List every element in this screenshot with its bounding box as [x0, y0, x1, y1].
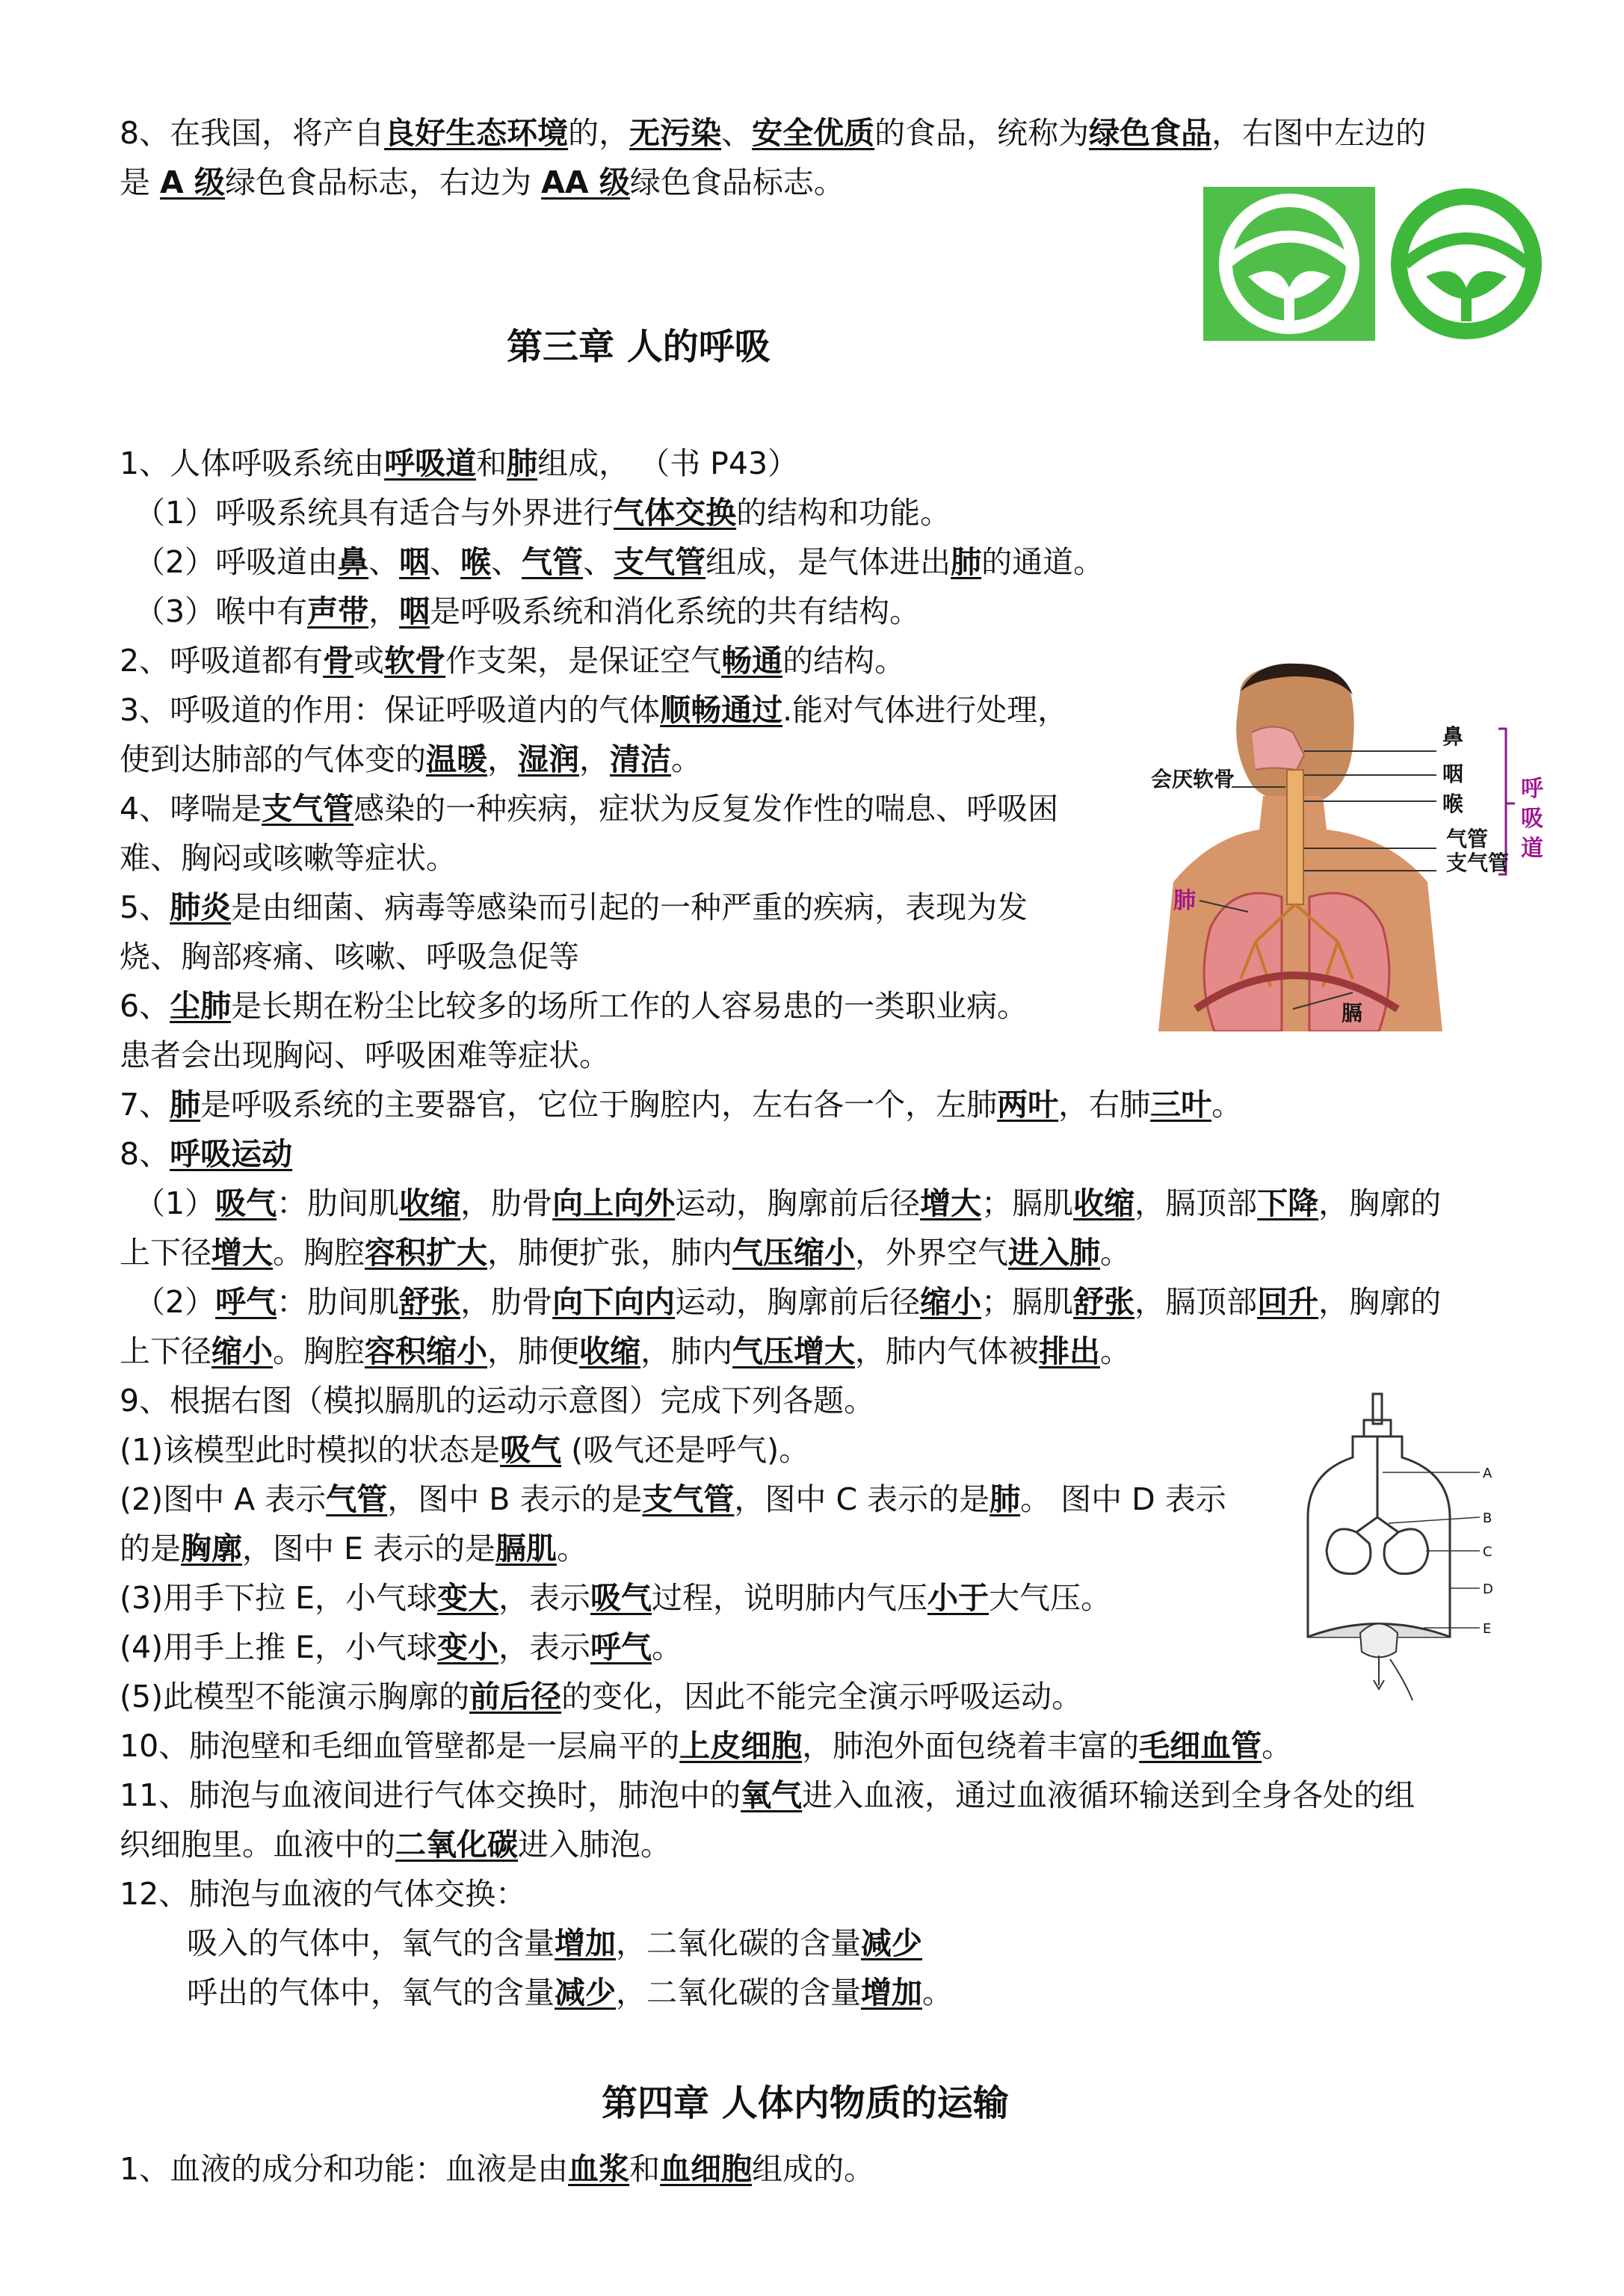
ch4-item-1: 1、血液的成分和功能：血液是由血浆和血细胞组成的。: [120, 2151, 875, 2187]
model-label-a: A: [1483, 1466, 1492, 1481]
ch3-item-3-line-2: 使到达肺部的气体变的温暖，湿润，清洁。: [120, 741, 702, 777]
ch3-item-10: 10、肺泡壁和毛细血管壁都是一层扁平的上皮细胞，肺泡外面包绕着丰富的毛细血管。: [120, 1728, 1293, 1764]
ch3-item-8-exhale-line-2: 上下径缩小。胸腔容积缩小，肺便收缩，肺内气压增大，肺内气体被排出。: [120, 1333, 1131, 1369]
ch3-item-6-line-2: 患者会出现胸闷、呼吸困难等症状。: [120, 1037, 610, 1073]
pharynx-label: 咽: [1442, 762, 1464, 786]
ch3-item-11-line-1: 11、肺泡与血液间进行气体交换时，肺泡中的氧气进入血液，通过血液循环输送到全身各处的组: [120, 1777, 1415, 1813]
ch3-item-11-line-2: 织细胞里。血液中的二氧化碳进入肺泡。: [120, 1827, 671, 1863]
trachea-shape: [1287, 770, 1303, 904]
model-label-b: B: [1483, 1510, 1492, 1526]
respiratory-tract-label-1: 呼: [1521, 776, 1543, 802]
ch3-item-9-q2-line-1: (2)图中 A 表示气管，图中 B 表示的是支气管，图中 C 表示的是肺。 图中 D 表示: [120, 1481, 1226, 1517]
ch3-item-8-inhale-line-2: 上下径增大。胸腔容积扩大，肺便扩张，肺内气压缩小，外界空气进入肺。: [120, 1235, 1131, 1271]
epiglottis-label: 会厌软骨: [1151, 767, 1235, 791]
model-label-c: C: [1483, 1544, 1492, 1560]
ch3-item-5-line-1: 5、肺炎是由细菌、病毒等感染而引起的一种严重的疾病，表现为发: [120, 889, 1028, 925]
a-grade-logo: [1203, 187, 1375, 341]
ch3-item-12-inhaled: 吸入的气体中，氧气的含量增加，二氧化碳的含量减少: [187, 1925, 922, 1961]
ch3-item-7: 7、肺是呼吸系统的主要器官，它位于胸腔内，左右各一个，左肺两叶，右肺三叶。: [120, 1087, 1243, 1123]
trachea-label: 气管: [1446, 827, 1489, 851]
respiratory-system-figure: [1143, 658, 1562, 1031]
ch3-item-1: 1、人体呼吸系统由呼吸道和肺组成， （书 P43）: [120, 445, 799, 481]
respiratory-tract-label-2: 吸: [1521, 806, 1543, 832]
green-food-line-2: 是 A 级绿色食品标志，右边为 AA 级绿色食品标志。: [120, 164, 845, 200]
aa-grade-logo: [1399, 197, 1534, 331]
balloon-right: [1384, 1529, 1428, 1574]
bell-jar-shape: [1308, 1436, 1450, 1637]
ch3-item-3-line-1: 3、呼吸道的作用：保证呼吸道内的气体顺畅通过.能对气体进行处理，: [120, 692, 1069, 728]
hand-shape: [1360, 1624, 1398, 1658]
model-label-d: D: [1483, 1581, 1493, 1597]
diaphragm-label: 膈: [1342, 1001, 1363, 1025]
larynx-label: 喉: [1442, 791, 1464, 816]
ch3-item-4-line-1: 4、哮喘是支气管感染的一种疾病，症状为反复发作性的喘息、呼吸困: [120, 791, 1059, 827]
ch3-item-5-line-2: 烧、胸部疼痛、咳嗽、呼吸急促等: [120, 939, 579, 975]
ch3-item-2: 2、呼吸道都有骨或软骨作支架，是保证空气畅通的结构。: [120, 643, 906, 679]
lung-label: 肺: [1173, 888, 1196, 914]
ch3-item-4-line-2: 难、胸闷或咳嗽等症状。: [120, 840, 457, 876]
respiratory-tract-label-3: 道: [1521, 836, 1543, 862]
ch3-item-9-q2-line-2: 的是胸廓，图中 E 表示的是膈肌。: [120, 1531, 587, 1567]
ch3-item-1-3: （3）喉中有声带，咽是呼吸系统和消化系统的共有结构。: [135, 593, 921, 629]
bell-jar-model-figure: [1300, 1390, 1502, 1704]
ch3-item-1-2: （2）呼吸道由鼻、咽、喉、气管、支气管组成，是气体进出肺的通道。: [135, 544, 1105, 580]
model-label-e: E: [1483, 1621, 1492, 1637]
ch3-item-8-inhale-line-1: （1）吸气：肋间肌收缩，肋骨向上向外运动，胸廓前后径增大；膈肌收缩，膈顶部下降，胸廓的: [135, 1185, 1442, 1221]
chapter-4-title: 第四章 人体内物质的运输: [602, 2082, 1009, 2124]
ch3-item-12: 12、肺泡与血液的气体交换：: [120, 1876, 527, 1912]
bronchi-label: 支气管: [1446, 851, 1510, 875]
ch3-item-12-exhaled: 呼出的气体中，氧气的含量减少，二氧化碳的含量增加。: [187, 1975, 953, 2010]
balloon-left: [1327, 1529, 1371, 1574]
chapter-3-title: 第三章 人的呼吸: [507, 326, 771, 368]
ch3-item-9-q4: (4)用手上推 E，小气球变小，表示呼气。: [120, 1629, 683, 1665]
ch3-item-9-q3: (3)用手下拉 E，小气球变大，表示吸气过程，说明肺内气压小于大气压。: [120, 1580, 1112, 1616]
ch3-item-9-q5: (5)此模型不能演示胸廓的前后径的变化，因此不能完全演示呼吸运动。: [120, 1679, 1083, 1715]
ch3-item-9-q1: (1)该模型此时模拟的状态是吸气 (吸气还是呼气)。: [120, 1432, 810, 1468]
green-food-logos: [1203, 187, 1547, 344]
ch3-item-8: 8、呼吸运动: [120, 1136, 293, 1172]
nose-label: 鼻: [1442, 724, 1464, 749]
ch3-item-6-line-1: 6、尘肺是长期在粉尘比较多的场所工作的人容易患的一类职业病。: [120, 988, 1028, 1024]
ch3-item-8-exhale-line-1: （2）呼气：肋间肌舒张，肋骨向下向内运动，胸廓前后径缩小；膈肌舒张，膈顶部回升，胸廓的: [135, 1284, 1442, 1320]
ch3-item-9: 9、根据右图（模拟膈肌的运动示意图）完成下列各题。: [120, 1383, 875, 1419]
ch3-item-1-1: （1）呼吸系统具有适合与外界进行气体交换的结构和功能。: [135, 495, 951, 531]
green-food-line-1: 8、在我国，将产自良好生态环境的，无污染、安全优质的食品，统称为绿色食品，右图中左边的: [120, 115, 1427, 151]
